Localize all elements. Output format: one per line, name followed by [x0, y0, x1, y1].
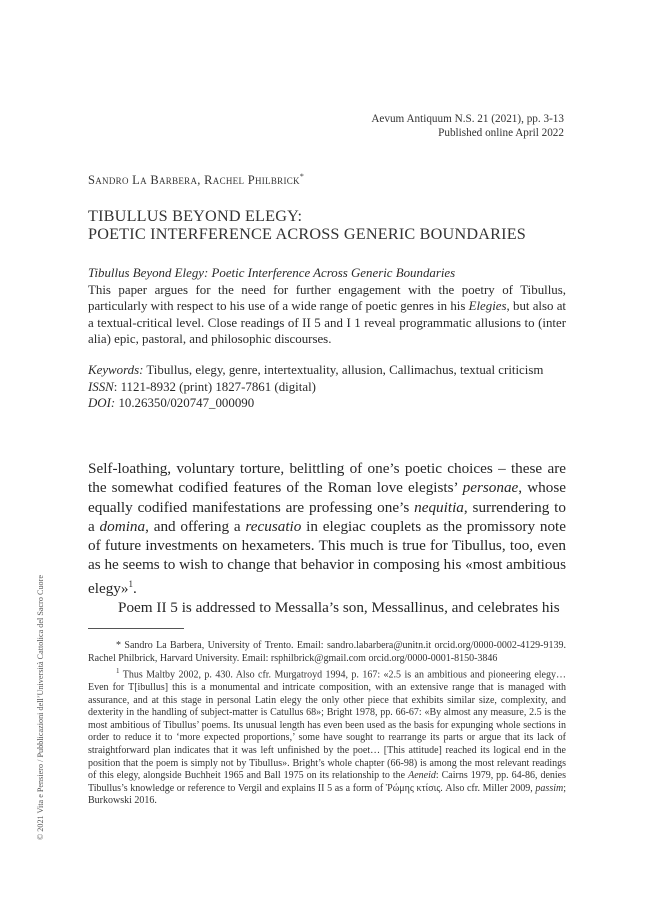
- abstract: [88, 265, 566, 348]
- article-metadata: [88, 362, 566, 412]
- keywords-value: Tibullus, elegy, genre, intertextuality, allusion, Callimachus, textual criticism: [143, 363, 544, 377]
- body-text-run: , and offering a: [145, 517, 246, 535]
- footnote-author-affiliations: * Sandro La Barbera, University of Trento. Email: sandro.labarbera@unitn.it orcid.org/0000-0002-4129-9139. Rachel Philbrick, Harvard University. Email: rsphilbrick@gmail.com orcid.org/0000-0001-8150-3846: [88, 640, 566, 664]
- footnotes: [88, 640, 566, 808]
- body-text-run: Self-loathing, voluntary torture, belittling of one’s poetic choices – these are the somewhat codified features of the Roman love elegists’: [88, 460, 566, 497]
- author-names: Sandro La Barbera, Rachel Philbrick: [88, 173, 300, 188]
- body-emphasis: recusatio: [245, 517, 302, 535]
- footnote-text-run: ; Burkowski 2016.: [88, 782, 566, 807]
- keywords-label: Keywords:: [88, 363, 144, 377]
- body-text-run: , whose equally codified manifestations are professing one’s: [88, 479, 567, 516]
- doi-value: 10.26350/020747_000090: [115, 396, 255, 411]
- body-emphasis: personae: [462, 479, 519, 497]
- abstract-text-part: This paper argues for the need for further engagement with the poetry of Tibullus, particularly with respect to his use of a wide range of poetic genres in his: [88, 282, 566, 314]
- footnote-text-run: : Cairns 1979, pp. 64-86, denies Tibullus’s knowledge or reference to Vergil and explains II 5 as a form of Ῥώμης κτίσις. Also cfr. Miller 2009,: [88, 770, 566, 794]
- publication-date: Published online April 2022: [438, 126, 564, 139]
- footnote-text-run: Thus Maltby 2002, p. 430. Also cfr. Murgatroyd 1994, p. 167: «2.5 is an ambitious and pioneering elegy… Even for T[ibullus] this is a monumental and intricate composition, with an extensive range that is managed with assurance, and at this stage in personal Latin elegy the only other piece that exhibits similar size, complexity, and dexterity in the handling of subject-matter is Catullus 68»; Bright 1978, pp. 66-67: «By almost any measure, 2.5 is the most ambitious of Tibullus’ poems. Its unusual length has even been used as the basis for expunging whole sections in order to reduce it to ‘more expected proportions,’ some have sought to rearrange its parts or argue that its lack of straightforward plan indicates that it was left unfinished by the poet… [This attitude] reached its logical end in the position that the poem is simply not by Tibullus». Bright’s whole chapter (66-98) is among the most relevant readings of this elegy, alongside Buchheit 1965 and Ball 1975 on its relationship to the: [88, 669, 566, 782]
- body-paragraph-1: [88, 459, 566, 598]
- footnote-divider: [88, 628, 184, 629]
- footnote-emphasis: passim: [535, 782, 564, 794]
- journal-header: [371, 113, 564, 140]
- body-text-run: , surrendering to a: [88, 498, 566, 535]
- footnote-1: [88, 665, 566, 808]
- issn-label: ISSN: [88, 379, 114, 394]
- abstract-emphasis: Elegies: [468, 299, 507, 314]
- paper-title: [88, 207, 526, 243]
- author-footnote-marker: *: [299, 172, 305, 181]
- doi-label: DOI:: [88, 396, 116, 411]
- journal-citation: Aevum Antiquum N.S. 21 (2021), pp. 3-13: [371, 113, 564, 125]
- issn: [88, 379, 566, 396]
- body-text-run: .: [132, 579, 137, 597]
- body-emphasis: nequitia: [414, 498, 464, 516]
- paper-title-line-2: POETIC INTERFERENCE ACROSS GENERIC BOUNDARIES: [88, 225, 526, 243]
- body-text: [88, 459, 566, 617]
- footnote-emphasis: Aeneid: [408, 770, 436, 782]
- footnote-1-number: 1: [116, 667, 120, 676]
- issn-value: : 1121-8932 (print) 1827-7861 (digital): [113, 379, 316, 394]
- keywords: [88, 362, 566, 379]
- body-paragraph-2: Poem II 5 is addressed to Messalla’s son, Messallinus, and celebrates his: [118, 599, 560, 617]
- copyright-sidebar: © 2021 Vita e Pensiero / Pubblicazioni dell’Università Cattolica del Sacro Cuore: [36, 574, 45, 840]
- body-text-run: in elegiac couplets as the promissory note of future investments on hexameters. This much is true for Tibullus, too, even as he seems to wish to change that behavior in composing his «most ambitious elegy»: [88, 517, 567, 597]
- paper-title-line-1: TIBULLUS BEYOND ELEGY:: [88, 207, 303, 225]
- author-line: [88, 172, 304, 188]
- doi: [88, 395, 566, 412]
- abstract-text-part: , but also at a textual-critical level. Close readings of II 5 and I 1 reveal programmatic allusions to (inter alia) epic, pastoral, and philosophic discourses.: [88, 299, 566, 347]
- abstract-text: [88, 283, 566, 347]
- footnote-ref-1[interactable]: 1: [128, 578, 133, 589]
- abstract-title: Tibullus Beyond Elegy: Poetic Interference Across Generic Boundaries: [88, 266, 456, 280]
- body-emphasis: domina: [99, 517, 146, 535]
